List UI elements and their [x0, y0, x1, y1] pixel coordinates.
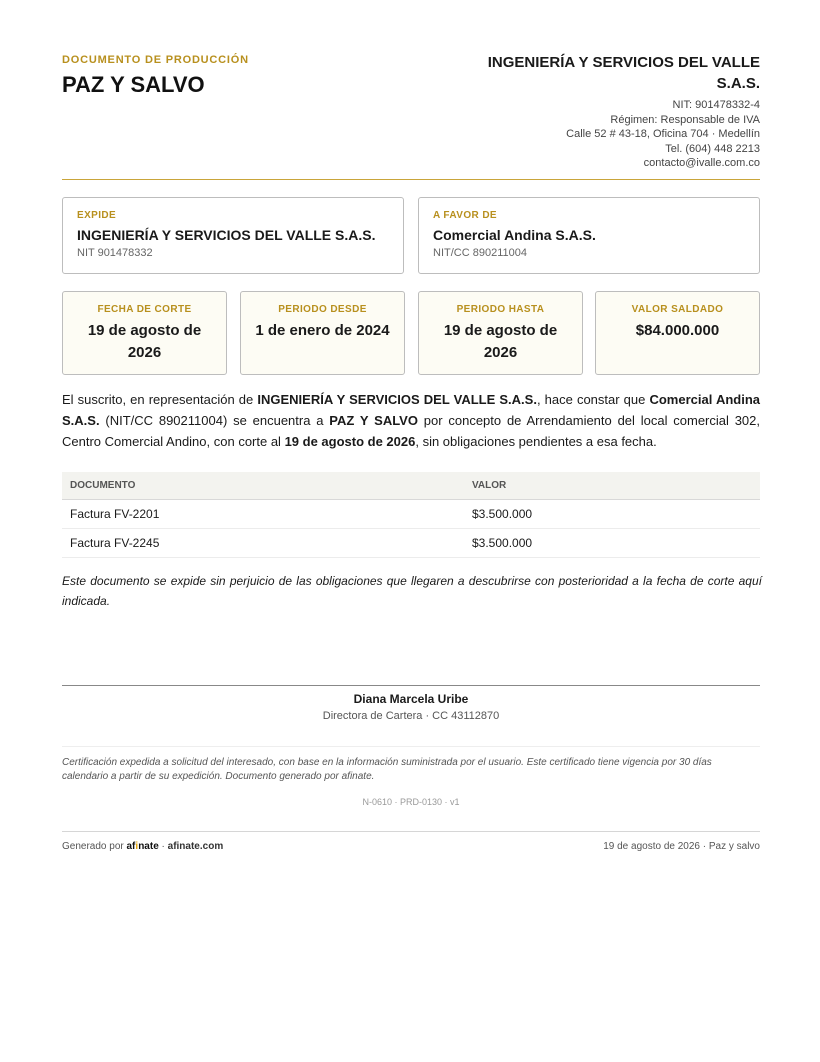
- column-header-value: VALOR: [464, 472, 760, 500]
- stat-amount-settled: [595, 291, 760, 375]
- parties-section: [62, 197, 760, 274]
- issuer-card-label: EXPIDE: [77, 210, 117, 221]
- document-kind: DOCUMENTO DE PRODUCCIÓN: [62, 54, 249, 66]
- issuer-email: contacto@ivalle.com.co: [643, 157, 760, 169]
- table-row: [62, 529, 760, 558]
- brand-url-link[interactable]: afinate.com: [167, 841, 224, 852]
- summary-stats: [62, 291, 760, 375]
- beneficiary-card-name: Comercial Andina S.A.S.: [433, 227, 596, 243]
- footer-date: 19 de agosto de 2026 · Paz y salvo: [603, 841, 760, 852]
- issuer-nit: NIT: 901478332-4: [672, 99, 760, 111]
- issuer-regime: Régimen: Responsable de IVA: [610, 113, 760, 126]
- stat-label: VALOR SALDADO: [631, 304, 724, 315]
- footer-generator: Generado por afinate · afinate.com: [62, 841, 224, 852]
- stat-label: PERIODO DESDE: [278, 304, 367, 315]
- page-footer: [62, 831, 760, 852]
- table-header-row: [62, 472, 760, 500]
- stat-cutoff-date: [62, 291, 227, 375]
- issuer-name: INGENIERÍA Y SERVICIOS DEL VALLE S.A.S.: [487, 54, 760, 92]
- stat-value: $84.000.000: [635, 322, 720, 339]
- stat-value: 1 de enero de 2024: [255, 322, 390, 339]
- table-row: [62, 500, 760, 529]
- document-page: [62, 0, 762, 852]
- certification-statement: El suscrito, en representación de INGENIERÍA Y SERVICIOS DEL VALLE S.A.S., hace constar que Comercial Andina S.A.S. (NIT/CC 890211004) se encuentra a PAZ Y SALVO por concepto de Arrendamiento del local comercial 302, Centro Comercial Andino, con corte al 19 de agosto de 2026, sin obligaciones pendientes a esa fecha.: [62, 392, 760, 449]
- signature-block: [62, 685, 760, 722]
- page-title: PAZ Y SALVO: [62, 72, 205, 97]
- signatory-role: Directora de Cartera · CC 43112870: [322, 710, 500, 722]
- stat-label: FECHA DE CORTE: [97, 304, 192, 315]
- issuer-phone: Tel. (604) 448 2213: [665, 142, 760, 155]
- document-reference: N-0610 · PRD-0130 · v1: [362, 797, 460, 807]
- beneficiary-card-id: NIT/CC 890211004: [433, 247, 527, 259]
- column-header-document: DOCUMENTO: [62, 472, 464, 500]
- value-cell: $3.500.000: [464, 500, 760, 529]
- beneficiary-card: [418, 197, 760, 274]
- document-header: [62, 0, 760, 180]
- brand-logo: afinate: [126, 841, 159, 852]
- issuer-address: Calle 52 # 43-18, Oficina 704 · Medellín: [566, 128, 760, 140]
- document-cell: Factura FV-2245: [62, 529, 464, 558]
- issuer-card: [62, 197, 404, 274]
- value-cell: $3.500.000: [464, 529, 760, 558]
- stat-period-to: [418, 291, 583, 375]
- beneficiary-card-label: A FAVOR DE: [433, 210, 498, 221]
- stat-value: 19 de agosto de 2026: [443, 322, 558, 361]
- issuer-block: [460, 52, 760, 171]
- stat-period-from: [240, 291, 405, 375]
- disclaimer-note: Este documento se expide sin perjuicio de las obligaciones que llegaren a descubrirse con posterioridad a la fecha de corte aquí indicada.: [62, 574, 762, 608]
- documents-table: [62, 472, 760, 558]
- document-cell: Factura FV-2201: [62, 500, 464, 529]
- issuer-card-id: NIT 901478332: [77, 247, 153, 259]
- stat-value: 19 de agosto de 2026: [87, 322, 202, 361]
- signatory-name: Diana Marcela Uribe: [353, 692, 469, 706]
- stat-label: PERIODO HASTA: [456, 304, 545, 315]
- certification-footnote: Certificación expedida a solicitud del interesado, con base en la información suministrada por el usuario. Este certificado tiene vigencia por 30 días calendario a partir de su expedición. Documento generado por afinate.: [62, 746, 760, 783]
- issuer-card-name: INGENIERÍA Y SERVICIOS DEL VALLE S.A.S.: [77, 227, 376, 243]
